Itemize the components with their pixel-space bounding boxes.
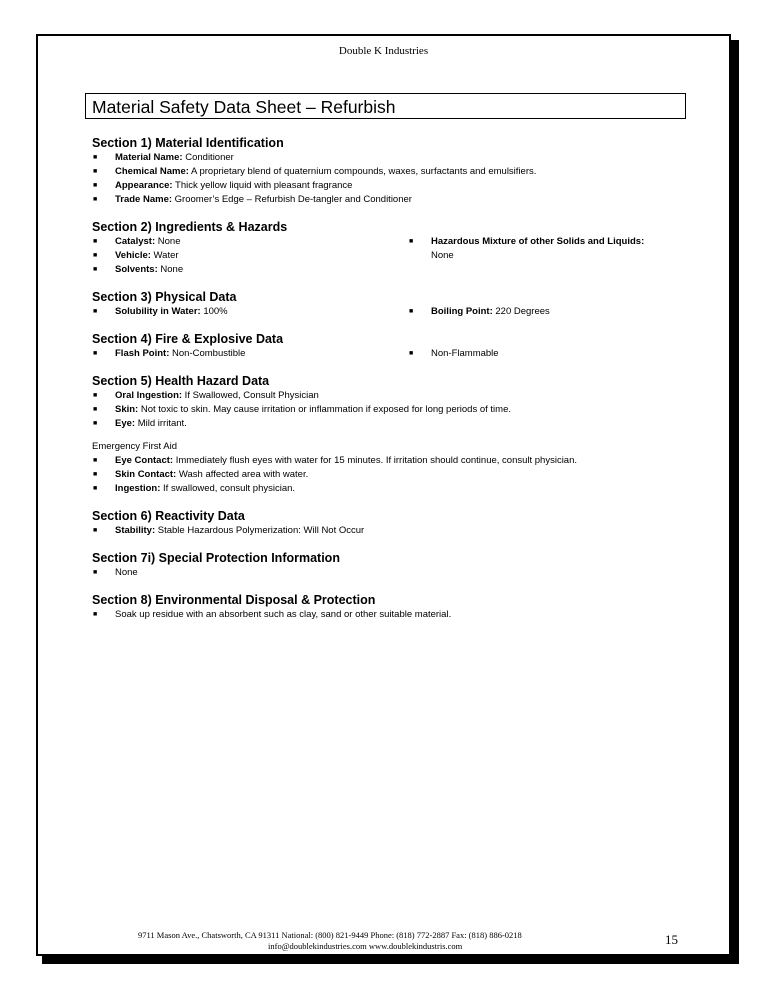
section-2-left-list (92, 235, 408, 277)
section-3-left-list (92, 305, 408, 319)
section-6-list (92, 524, 692, 538)
list-item (92, 235, 408, 249)
item-label: Solvents: (115, 264, 158, 275)
item-label: Boiling Point: (431, 306, 493, 317)
item-text: Non-Combustible (169, 348, 246, 359)
bullet-icon: ■ (93, 569, 98, 576)
list-item (92, 454, 692, 468)
list-item (92, 305, 408, 319)
section-heading: Section 1) Material Identification (92, 136, 284, 150)
list-item (92, 193, 692, 207)
bullet-icon: ■ (93, 196, 98, 203)
item-label: Appearance: (115, 180, 173, 191)
item-text: Conditioner (182, 152, 234, 163)
item-label: Flash Point: (115, 348, 170, 359)
list-item (408, 235, 668, 263)
footer-address: 9711 Mason Ave., Chatsworth, CA 91311 National: (800) 821-9449 Phone: (818) 772-2887 Fax: (818) 886-0218 (138, 930, 522, 940)
section-1-list (92, 151, 692, 207)
section-1 (92, 135, 692, 207)
item-text: Soak up residue with an absorbent such as clay, sand or other suitable material. (115, 609, 452, 620)
list-item (92, 403, 692, 417)
item-label: Eye Contact: (115, 455, 174, 466)
section-5-list (92, 389, 692, 431)
item-label: Catalyst: (115, 236, 156, 247)
bullet-icon: ■ (409, 308, 414, 315)
section-6 (92, 508, 692, 538)
bullet-icon: ■ (93, 485, 98, 492)
bullet-icon: ■ (93, 154, 98, 161)
item-label: Solubility in Water: (115, 306, 201, 317)
section-4 (92, 331, 692, 361)
document-page (36, 34, 731, 956)
company-header: Double K Industries (338, 45, 429, 57)
list-item (408, 305, 668, 319)
item-label: Hazardous Mixture of other Solids and Liquids: (431, 236, 645, 247)
bullet-icon: ■ (93, 182, 98, 189)
item-text: 220 Degrees (492, 306, 550, 317)
item-label: Oral Ingestion: (115, 390, 183, 401)
list-item (92, 389, 692, 403)
bullet-icon: ■ (93, 527, 98, 534)
item-text: Mild irritant. (135, 418, 187, 429)
section-heading: Section 4) Fire & Explosive Data (92, 332, 284, 346)
list-item (92, 347, 408, 361)
list-item (92, 179, 692, 193)
item-text: Not toxic to skin. May cause irritation or inflammation if exposed for long periods of time. (138, 404, 512, 415)
bullet-icon: ■ (93, 420, 98, 427)
item-label: Trade Name: (115, 194, 173, 205)
item-label: Ingestion: (115, 483, 161, 494)
bullet-icon: ■ (93, 308, 98, 315)
list-item (92, 249, 408, 263)
bullet-icon: ■ (93, 392, 98, 399)
bullet-icon: ■ (409, 238, 414, 245)
bullet-icon: ■ (93, 252, 98, 259)
bullet-icon: ■ (93, 611, 98, 618)
bullet-icon: ■ (93, 238, 98, 245)
list-item (92, 468, 692, 482)
section-7-list (92, 566, 692, 580)
bullet-icon: ■ (93, 350, 98, 357)
bullet-icon: ■ (93, 266, 98, 273)
section-5 (92, 373, 692, 496)
section-8-list (92, 608, 692, 622)
list-item (92, 165, 692, 179)
item-text: None (157, 264, 184, 275)
item-text: Wash affected area with water. (176, 469, 309, 480)
item-text: Water (150, 250, 179, 261)
section-4-right-list (408, 347, 668, 361)
page-number: 15 (665, 932, 678, 947)
section-heading: Section 8) Environmental Disposal & Protection (92, 593, 376, 607)
list-item (92, 608, 692, 622)
item-text: None (155, 236, 181, 247)
item-text: If swallowed, consult physician. (160, 483, 296, 494)
section-3-right-list (408, 305, 668, 319)
item-label: Chemical Name: (115, 166, 189, 177)
section-2-right-list (408, 235, 668, 277)
section-heading: Section 3) Physical Data (92, 290, 237, 304)
item-label: Stability: (115, 525, 156, 536)
list-item (92, 263, 408, 277)
section-7 (92, 550, 692, 580)
document-title: Material Safety Data Sheet – Refurbish (92, 97, 396, 117)
item-label: Skin: (115, 404, 139, 415)
item-text: 100% (200, 306, 228, 317)
list-item (408, 347, 668, 361)
title-box (85, 93, 686, 119)
item-label: Material Name: (115, 152, 183, 163)
item-label: Vehicle: (115, 250, 151, 261)
document-body (92, 135, 692, 622)
section-4-left-list (92, 347, 408, 361)
item-text: Stable Hazardous Polymerization: Will Not Occur (155, 525, 365, 536)
first-aid-title: Emergency First Aid (92, 441, 177, 452)
section-3 (92, 289, 692, 319)
list-item (92, 417, 692, 431)
footer-contact: info@doublekindustries.com www.doublekindustris.com (268, 941, 463, 951)
item-text: If Swallowed, Consult Physician (182, 390, 319, 401)
list-item (92, 524, 692, 538)
section-8 (92, 592, 692, 622)
item-text: Immediately flush eyes with water for 15 minutes. If irritation should continue, consult physician. (173, 455, 578, 466)
section-2 (92, 219, 692, 277)
item-text: Thick yellow liquid with pleasant fragrance (172, 180, 353, 191)
item-text: None (431, 250, 454, 261)
list-item (92, 566, 692, 580)
bullet-icon: ■ (93, 471, 98, 478)
bullet-icon: ■ (409, 350, 414, 357)
bullet-icon: ■ (93, 406, 98, 413)
first-aid-list (92, 454, 692, 496)
item-text: None (115, 567, 138, 578)
section-heading: Section 7i) Special Protection Information (92, 551, 340, 565)
section-heading: Section 2) Ingredients & Hazards (92, 220, 288, 234)
item-label: Skin Contact: (115, 469, 177, 480)
bullet-icon: ■ (93, 457, 98, 464)
section-heading: Section 5) Health Hazard Data (92, 374, 270, 388)
item-label: Eye: (115, 418, 136, 429)
item-text: A proprietary blend of quaternium compounds, waxes, surfactants and emulsifiers. (188, 166, 537, 177)
item-text: Non-Flammable (431, 348, 499, 359)
section-heading: Section 6) Reactivity Data (92, 509, 245, 523)
item-text: Groomer’s Edge – Refurbish De-tangler and Conditioner (172, 194, 412, 205)
bullet-icon: ■ (93, 168, 98, 175)
list-item (92, 482, 692, 496)
list-item (92, 151, 692, 165)
